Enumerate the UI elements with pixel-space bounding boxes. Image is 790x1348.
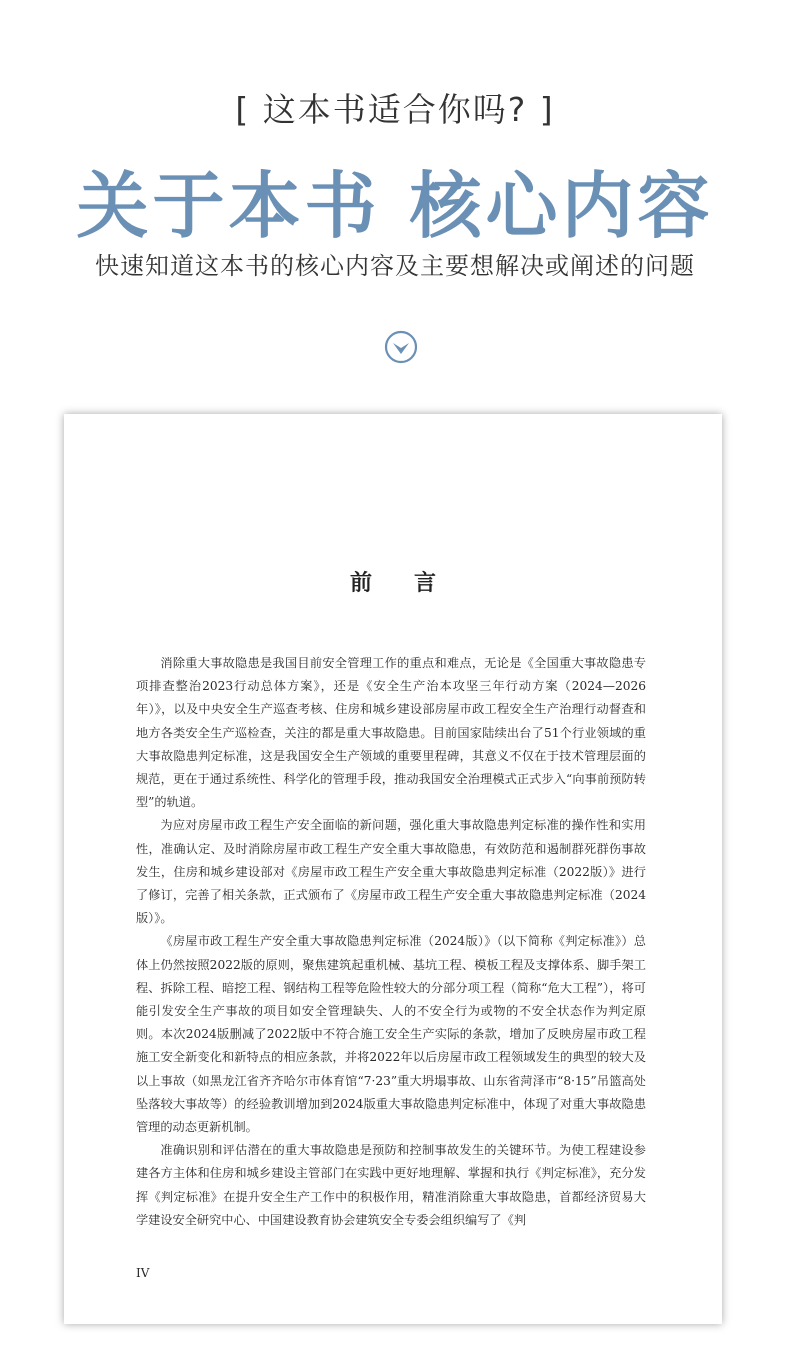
page-number: IV [136,1266,150,1280]
paragraph: 《房屋市政工程生产安全重大事故隐患判定标准（2024版）》（以下简称《判定标准》）总体上仍然按照2022版的原则，聚焦建筑起重机械、基坑工程、模板工程及支撑体系、脚手架工程、拆除工程、暗挖工程、钢结构工程等危险性较大的分部分项工程（简称“危大工程”），将可能引发安全生产事故的项目如安全管理缺失、人的不安全行为或物的不安全状态作为判定原则。本次2024版删减了2022版中不符合施工安全生产实际的条款，增加了反映房屋市政工程施工安全新变化和新特点的相应条款，并将2022年以后房屋市政工程领域发生的典型的较大及以上事故（如黑龙江省齐齐哈尔市体育馆“7·23”重大坍塌事故、山东省菏泽市“8·15”吊篮高处坠落较大事故等）的经验教训增加到2024版重大事故隐患判定标准中，体现了对重大事故隐患管理的动态更新机制。 [136,934,647,1135]
tagline: [ 这本书适合你吗? ] [235,90,555,129]
chevron-down-circle-icon[interactable] [384,330,418,364]
headline: 关于本书 核心内容 [76,163,714,248]
page-title: 前言 [349,570,478,596]
subtitle: 快速知道这本书的核心内容及主要想解决或阐述的问题 [95,252,695,280]
paragraph: 消除重大事故隐患是我国目前安全管理工作的重点和难点，无论是《全国重大事故隐患专项排查整治2023行动总体方案》，还是《安全生产治本攻坚三年行动方案（2024—2026年）》，以及中央安全生产巡查考核、住房和城乡建设部房屋市政工程安全生产治理行动督查和地方各类安全生产巡检查，关注的都是重大事故隐患。目前国家陆续出台了51个行业领域的重大事故隐患判定标准，这是我国安全生产领域的重要里程碑，其意义不仅在于技术管理层面的规范，更在于通过系统性、科学化的管理手段，推动我国安全治理模式正式步入“向事前预防转型”的轨道。 [136,656,646,810]
preface-body [136,652,646,1232]
paragraph: 准确识别和评估潜在的重大事故隐患是预防和控制事故发生的关键环节。为使工程建设参建各方主体和住房和城乡建设主管部门在实践中更好地理解、掌握和执行《判定标准》，充分发挥《判定标准》在提升安全生产工作中的积极作用，精准消除重大事故隐患，首都经济贸易大学建设安全研究中心、中国建设教育协会建筑安全专委会组织编写了《判 [136,1143,646,1227]
paragraph: 为应对房屋市政工程生产安全面临的新问题，强化重大事故隐患判定标准的操作性和实用性，准确认定、及时消除房屋市政工程生产安全重大事故隐患，有效防范和遏制群死群伤事故发生，住房和城乡建设部对《房屋市政工程生产安全重大事故隐患判定标准（2022版）》进行了修订，完善了相关条款，正式颁布了《房屋市政工程生产安全重大事故隐患判定标准（2024版）》。 [136,818,646,926]
book-page [64,414,722,1324]
